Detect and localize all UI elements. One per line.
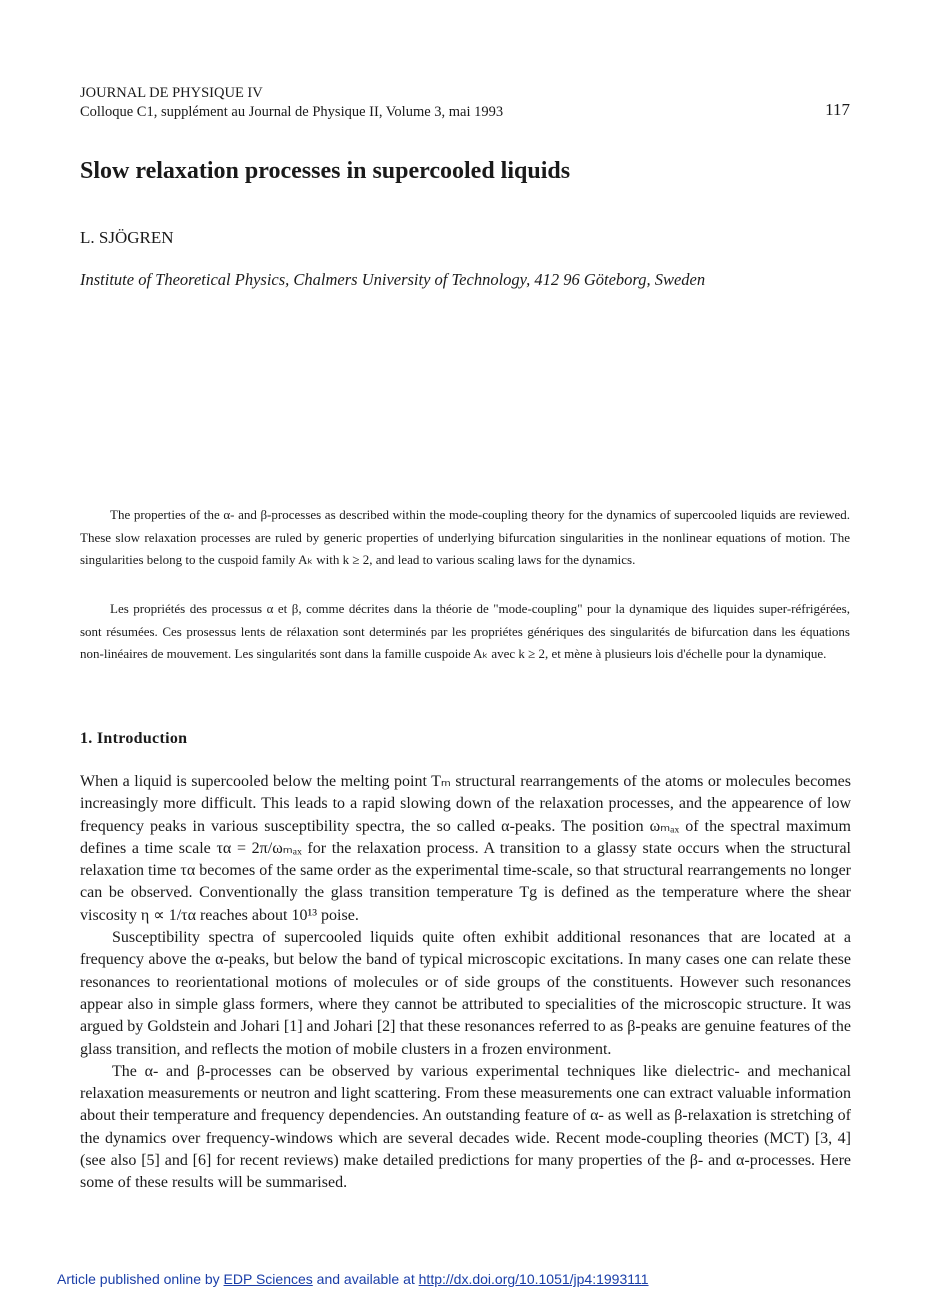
- footer-middle: and available at: [316, 1271, 415, 1287]
- abstract-english-text: The properties of the α- and β-processes as described within the mode-coupling theory for the dynamics of supercooled liquids are reviewed. These slow relaxation processes are ruled by generic properties of underlying bifurcation singularities in the nonlinear equations of motion. The singularities belong to the cuspoid family Aₖ with k ≥ 2, and lead to various scaling laws for the dynamics.: [80, 507, 850, 567]
- article-title: Slow relaxation processes in supercooled liquids: [80, 158, 571, 184]
- doi-link[interactable]: http://dx.doi.org/10.1051/jp4:1993111: [418, 1271, 649, 1287]
- publication-footer: [57, 1271, 649, 1287]
- paragraph: The α- and β-processes can be observed by various experimental techniques like dielectric- and mechanical relaxation measurements or neutron and light scattering. From these measurements one can extract valuable information about their temperature and frequency dependencies. An outstanding feature of α- as well as β-relaxation is stretching of the dynamics over frequency-windows which are several decades wide. Recent mode-coupling theories (MCT) [3, 4] (see also [5] and [6] for recent reviews) make detailed predictions for many properties of the β- and α-processes. Here some of these results will be summarised.: [80, 1062, 851, 1192]
- paragraph: When a liquid is supercooled below the melting point Tₘ structural rearrangements of the atoms or molecules becomes increasingly more difficult. This leads to a rapid slowing down of the relaxation processes, and the appearence of low frequency peaks in various susceptibility spectra, the so called α-peaks. The position ωₘₐₓ of the spectral maximum defines a time scale τα = 2π/ωₘₐₓ for the relaxation process. A transition to a glassy state occurs when the structural relaxation time τα becomes of the same order as the experimental time-scale, so that structural rearrangements no longer can be observed. Conventionally the glass transition temperature Tg is defined as the temperature where the shear viscosity η ∝ 1/τα reaches about 10¹³ poise.: [80, 773, 851, 924]
- article-affiliation: Institute of Theoretical Physics, Chalmers University of Technology, 412 96 Göteborg, Sweden: [80, 270, 706, 289]
- abstract-french-text: Les propriétés des processus α et β, comme décrites dans la théorie de "mode-coupling" pour la dynamique des liquides super-réfrigérées, sont résumées. Ces prosessus lents de rélaxation sont determinés par les propriétes génériques des singularités de bifurcation dans les équations non-linéaires de mouvement. Les singularités sont dans la famille cuspoide Aₖ avec k ≥ 2, et mène à plusieurs lois d'échelle pour la dynamique.: [80, 601, 850, 661]
- journal-name: JOURNAL DE PHYSIQUE IV: [80, 85, 263, 101]
- abstract-english: [80, 504, 850, 572]
- page-number: 117: [825, 100, 850, 119]
- publisher-link[interactable]: EDP Sciences: [223, 1271, 313, 1287]
- journal-header: [80, 84, 503, 122]
- footer-prefix: Article published online by: [57, 1271, 220, 1287]
- article-author: L. SJÖGREN: [80, 228, 174, 247]
- journal-issue: Colloque C1, supplément au Journal de Physique II, Volume 3, mai 1993: [80, 104, 504, 120]
- section-body: [80, 771, 851, 1195]
- abstract-french: [80, 598, 850, 666]
- paragraph: Susceptibility spectra of supercooled liquids quite often exhibit additional resonances that are located at a frequency above the α-peaks, but below the band of typical microscopic excitations. In many cases one can relate these resonances to reorientational motions of molecules or of side groups of the constituents. However such resonances appear also in simple glass formers, where they cannot be attributed to specialities of the microscopic structure. It was argued by Goldstein and Johari [1] and Johari [2] that these resonances referred to as β-peaks are genuine features of the glass transition, and reflects the motion of mobile clusters in a frozen environment.: [80, 929, 851, 1058]
- section-heading: 1. Introduction: [80, 730, 188, 747]
